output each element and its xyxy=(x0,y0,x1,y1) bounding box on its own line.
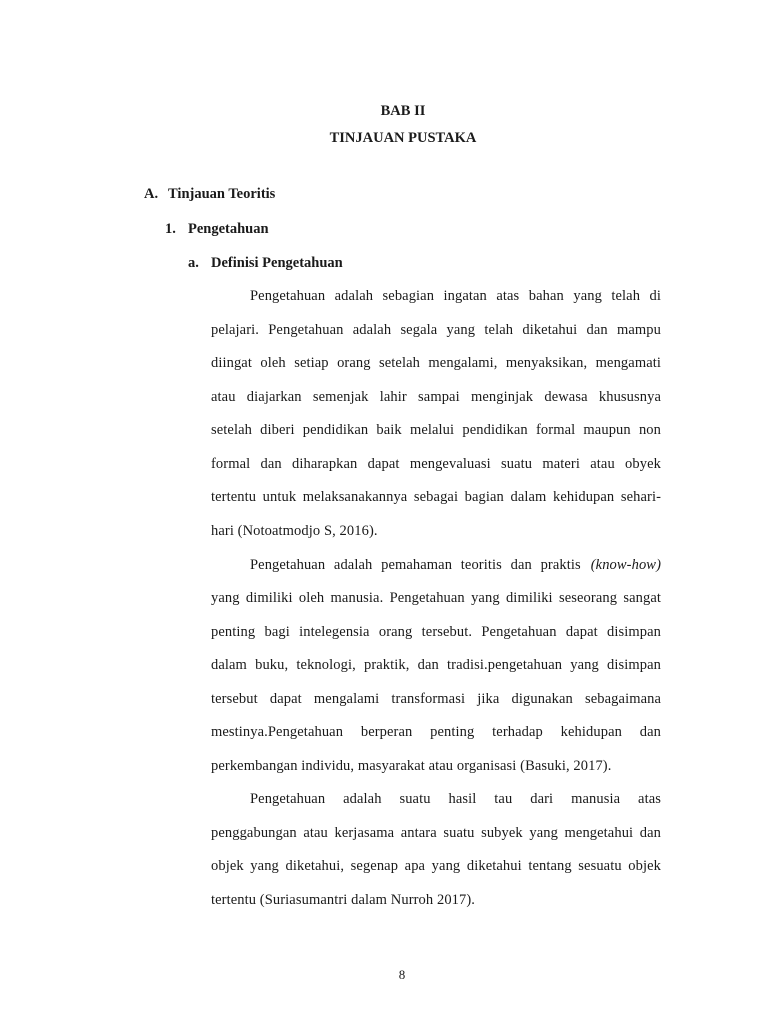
paragraph-line: pelajari. Pengetahuan adalah segala yang telah diketahui dan mampu xyxy=(211,322,661,338)
paragraph-line: tertentu (Suriasumantri dalam Nurroh 2017). xyxy=(211,892,476,908)
paragraph-line: dalam buku, teknologi, praktik, dan tradisi.pengetahuan yang disimpan xyxy=(211,657,661,673)
italic-term: (know-how) xyxy=(590,557,661,573)
paragraph-line: yang dimiliki oleh manusia. Pengetahuan yang dimiliki seseorang sangat xyxy=(211,590,661,606)
paragraph-first-line xyxy=(250,557,661,574)
subsubsection-marker: a. xyxy=(188,255,199,271)
subsection-heading-1 xyxy=(165,221,269,238)
paragraph-line-text: Pengetahuan adalah pemahaman teoritis dan praktis xyxy=(250,557,581,573)
page-number: 8 xyxy=(398,967,406,982)
subsubsection-heading-a xyxy=(188,255,343,272)
paragraph-line: diingat oleh setiap orang setelah mengalami, menyaksikan, mengamati xyxy=(211,355,661,371)
chapter-label: BAB II xyxy=(380,103,426,119)
section-heading-a xyxy=(144,186,275,203)
paragraph-line: Pengetahuan adalah sebagian ingatan atas bahan yang telah di xyxy=(250,288,661,304)
paragraph-line: penggabungan atau kerjasama antara suatu subyek yang mengetahui dan xyxy=(211,825,661,841)
paragraph-line: tersebut dapat mengalami transformasi jika digunakan sebagaimana xyxy=(211,691,661,707)
paragraph-line: setelah diberi pendidikan baik melalui pendidikan formal maupun non xyxy=(211,422,661,438)
paragraph-line: hari (Notoatmodjo S, 2016). xyxy=(211,523,378,539)
subsection-title: Pengetahuan xyxy=(188,221,269,237)
chapter-title: TINJAUAN PUSTAKA xyxy=(329,130,477,146)
paragraph-line: perkembangan individu, masyarakat atau organisasi (Basuki, 2017). xyxy=(211,758,612,774)
paragraph-line: penting bagi intelegensia orang tersebut. Pengetahuan dapat disimpan xyxy=(211,624,661,640)
section-marker: A. xyxy=(144,186,159,202)
subsubsection-title: Definisi Pengetahuan xyxy=(211,255,343,271)
subsection-marker: 1. xyxy=(165,221,176,237)
paragraph-line: mestinya.Pengetahuan berperan penting terhadap kehidupan dan xyxy=(211,724,661,740)
paragraph-line: formal dan diharapkan dapat mengevaluasi suatu materi atau obyek xyxy=(211,456,661,472)
section-title: Tinjauan Teoritis xyxy=(168,186,276,202)
paragraph-line: tertentu untuk melaksanakannya sebagai bagian dalam kehidupan sehari- xyxy=(211,489,661,505)
paragraph-line: atau diajarkan semenjak lahir sampai menginjak dewasa khususnya xyxy=(211,389,661,405)
paragraph-line: objek yang diketahui, segenap apa yang diketahui tentang sesuatu objek xyxy=(211,858,661,874)
paragraph-line: Pengetahuan adalah suatu hasil tau dari manusia atas xyxy=(250,791,661,807)
